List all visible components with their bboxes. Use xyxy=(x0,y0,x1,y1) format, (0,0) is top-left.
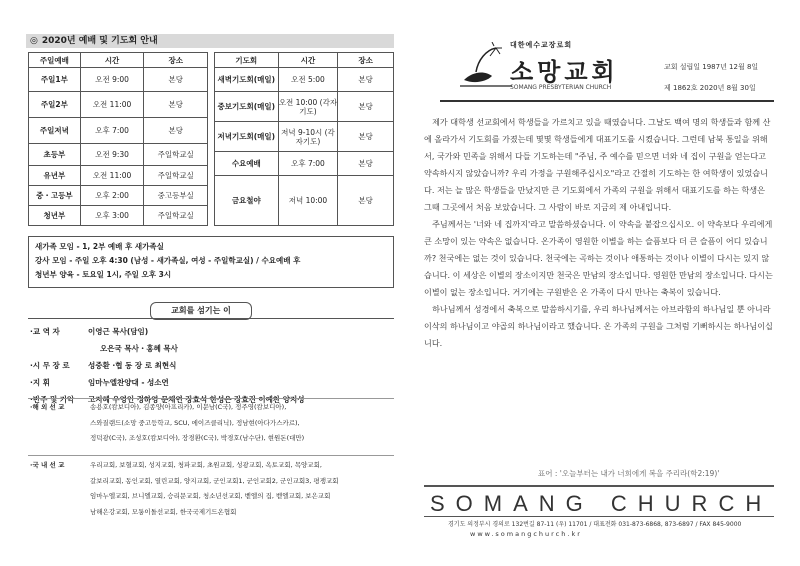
staff-value: 오은국 목사・홍혜 목사 xyxy=(100,344,178,353)
overseas-missions xyxy=(30,400,396,450)
table-row xyxy=(29,144,208,166)
table-row xyxy=(215,176,394,226)
divider xyxy=(440,100,774,102)
table-row xyxy=(29,166,208,186)
table-row xyxy=(29,92,208,118)
mission-line: 송용호(캄보디아), 김종양(아프리카), 이문남(C국), 정주영(캄보디아), xyxy=(90,403,287,411)
table-cell: 오전 11:00 xyxy=(80,166,144,186)
staff-row xyxy=(30,377,169,388)
info-line: 강사 모임 - 주일 오후 4:30 (남성 - 새가족실, 여성 - 주일학교실) / 수요예배 후 xyxy=(35,256,301,265)
domestic-label: ·국 내 선 교 xyxy=(30,461,65,469)
mission-line: 정덕광(C국), 조성호(캄보디아), 장경환(C국), 박경호(남수단), 현원돈(대만) xyxy=(90,434,305,442)
table-cell: 중보기도회(매일) xyxy=(215,92,279,122)
motto-verse: 표어 : '오늘부터는 내가 너희에게 복을 주리라(학2:19)' xyxy=(538,469,720,478)
table-cell: 오후 3:00 xyxy=(80,206,144,226)
table-cell: 주일학교실 xyxy=(144,206,208,226)
table-cell: 오전 11:00 xyxy=(80,92,144,118)
column-header: 기도회 xyxy=(215,53,279,68)
column-header: 주일예배 xyxy=(29,53,81,68)
website-link[interactable]: www.somangchurch.kr xyxy=(470,530,582,538)
table-cell: 오전 9:00 xyxy=(80,68,144,92)
staff-title: 교회를 섬기는 이 xyxy=(150,302,252,320)
table-row xyxy=(215,68,394,92)
sermon-paragraph: 주님께서는 '너와 네 집까지'라고 말씀하셨습니다. 이 약속을 붙잡으십시오. 이 약속보다 우리에게 큰 소망이 있는 약속은 없습니다. 온가족이 영원한 이별을 하는 슬픔보다 더 큰 슬픔이 어디 있습니까? 천국에는 없는 것이 있습니다. 천국에는 곡하는 것이나 애통하는 것이나 이별이 다시는 있지 않습니다. 이 세상은 이별의 장소이지만 천국은 만남의 장소입니다. 영원한 만남의 장소입니다. 다시는 이별이 없는 장소입니다. 거기에는 구원받은 온 가족이 다시 만나는 축복이 있습니다. xyxy=(424,219,773,297)
prayer-table xyxy=(214,52,394,226)
table-row xyxy=(29,118,208,144)
brand-wordmark: SOMANG CHURCH xyxy=(430,491,773,516)
staff-value: 성중환 ·협 동 장 로 최현식 xyxy=(88,361,177,370)
staff-value: 이영근 목사(담임) xyxy=(88,327,149,336)
table-row xyxy=(29,186,208,206)
table-cell: 오후 2:00 xyxy=(80,186,144,206)
church-address: 경기도 의정부시 경의로 132번길 87-11 (우) 11701 / 대표전화 031-873-6868, 873-6897 / FAX 845-9000 xyxy=(448,521,742,528)
table-row xyxy=(29,206,208,226)
founded-date: 교회 설립일 1987년 12월 8일 xyxy=(664,63,759,71)
staff-row xyxy=(30,360,176,371)
column-header: 시간 xyxy=(80,53,144,68)
schedule-title xyxy=(26,34,394,48)
table-cell: 유년부 xyxy=(29,166,81,186)
church-english-name: SOMANG PRESBYTERIAN CHURCH xyxy=(510,84,612,91)
staff-value: 임마누엘찬양대 - 성소연 xyxy=(88,378,169,387)
mission-line: 남해은강교회, 모퉁이돌선교회, 한국국제기드온협회 xyxy=(90,507,237,516)
table-cell: 새벽기도회(매일) xyxy=(215,68,279,92)
staff-label: ·교 역 자 xyxy=(30,327,60,336)
table-cell: 오전 9:30 xyxy=(80,144,144,166)
issue-number: 제 1862호 2020년 8월 30일 xyxy=(664,84,756,92)
overseas-label: ·해 외 선 교 xyxy=(30,403,65,411)
table-header-row xyxy=(215,53,394,68)
table-cell: 주일학교실 xyxy=(144,144,208,166)
sermon-paragraph: 하나님께서 성경에서 축복으로 말씀하시기를, 우리 하나님께서는 아브라함의 하나님일 뿐 아니라 이삭의 하나님이고 야곱의 하나님이라고 했습니다. 온 가족의 구원을 그처럼 기뻐하시는 하나님이십니다. xyxy=(424,304,773,348)
table-cell: 본당 xyxy=(338,68,394,92)
table-cell: 주일1부 xyxy=(29,68,81,92)
table-cell: 수요예배 xyxy=(215,152,279,176)
divider xyxy=(424,516,774,517)
table-cell: 저녁 10:00 xyxy=(278,176,338,226)
schedule-title-text: 2020년 예배 및 기도회 안내 xyxy=(41,36,158,46)
table-cell: 본당 xyxy=(144,68,208,92)
table-cell: 오전 10:00 (각자기도) xyxy=(278,92,338,122)
column-header: 장소 xyxy=(144,53,208,68)
staff-value: 고지혜 우영인 정하영 문채연 장효석 한성은 장효진 이예찬 양지성 xyxy=(88,395,305,404)
table-cell: 오후 7:00 xyxy=(278,152,338,176)
sermon-paragraph: 제가 대학생 선교회에서 학생들을 가르치고 있을 때였습니다. 그날도 백여 명의 학생들과 함께 산에 올라가서 기도회를 가졌는데 몇몇 학생들에게 대표기도를 시켰습니다. 그런데 남북 통일을 위해서, 국가와 민족을 위해서 다들 기도하는데 "주님, 주 예수를 믿으면 너와 네 집이 구원을 얻는다고 약속하시지 않았습니까? 우리 가정을 구원해주십시오"라고 간절히 기도하는 한 여학생이 있었습니다. 저는 늘 많은 학생들을 만났지만 큰 기도회에서 가족의 구원을 위해서 대표기도를 하는 학생은 그때 그곳에서 처음 보았습니다. 그 사람이 바로 지금의 제 아내입니다. xyxy=(424,117,771,212)
table-cell: 저녁기도회(매일) xyxy=(215,122,279,152)
info-box xyxy=(28,236,394,288)
table-row xyxy=(29,68,208,92)
divider xyxy=(424,485,774,487)
info-line: 새가족 모임 - 1, 2부 예배 후 새가족실 xyxy=(35,242,164,251)
domestic-list xyxy=(90,458,390,520)
table-cell: 주일2부 xyxy=(29,92,81,118)
mission-line: 스와질랜드(소망 중고등학교, SCU, 에이즈클리닉), 정남현(아다가스카르), xyxy=(90,418,300,427)
staff-label: ·반주 및 기악 xyxy=(30,395,75,404)
column-header: 장소 xyxy=(338,53,394,68)
staff-label: ·지 휘 xyxy=(30,378,50,387)
table-cell: 청년부 xyxy=(29,206,81,226)
table-row xyxy=(215,152,394,176)
table-cell: 저녁 9-10시 (각자기도) xyxy=(278,122,338,152)
overseas-list xyxy=(90,400,390,447)
table-cell: 본당 xyxy=(338,92,394,122)
table-cell: 본당 xyxy=(144,92,208,118)
divider xyxy=(28,398,394,399)
church-name: 소망교회 xyxy=(510,58,619,86)
church-logo-icon xyxy=(456,42,516,90)
table-row xyxy=(215,92,394,122)
table-cell: 오후 7:00 xyxy=(80,118,144,144)
mission-line: 우리교회, 보혈교회, 성지교회, 청파교회, 초원교회, 성광교회, 옥토교회, 목양교회, xyxy=(90,461,322,469)
table-cell: 본당 xyxy=(338,152,394,176)
mission-line: 임마누엘교회, 브니엘교회, 승리문교회, 청소년선교회, 벧엘의 집, 벧엘교회, 보은교회 xyxy=(90,492,331,500)
table-cell: 초등부 xyxy=(29,144,81,166)
table-cell: 오전 5:00 xyxy=(278,68,338,92)
sermon-text xyxy=(424,114,774,352)
table-cell: 주일학교실 xyxy=(144,166,208,186)
domestic-missions xyxy=(30,458,396,528)
table-cell: 본당 xyxy=(338,122,394,152)
table-cell: 본당 xyxy=(144,118,208,144)
table-header-row xyxy=(29,53,208,68)
staff-row xyxy=(30,326,148,337)
staff-row xyxy=(30,343,178,354)
mission-line: 갈보리교회, 동인교회, 열린교회, 양지교회, 군인교회1, 군인교회2, 군인교회3, 평쟁교회 xyxy=(90,476,339,485)
worship-table xyxy=(28,52,208,226)
title-mark: ◎ xyxy=(30,36,38,46)
table-cell: 중・고등부 xyxy=(29,186,81,206)
denomination: 대한예수교장로회 xyxy=(510,41,573,49)
table-cell: 금요철야 xyxy=(215,176,279,226)
table-row xyxy=(215,122,394,152)
column-header: 시간 xyxy=(278,53,338,68)
table-cell: 본당 xyxy=(338,176,394,226)
staff-label: ·시 무 장 로 xyxy=(30,361,70,370)
divider xyxy=(28,455,394,456)
table-cell: 주일저녁 xyxy=(29,118,81,144)
info-line: 청년부 양육 - 토요일 1시, 주일 오후 3시 xyxy=(35,270,172,279)
table-cell: 중고등부실 xyxy=(144,186,208,206)
